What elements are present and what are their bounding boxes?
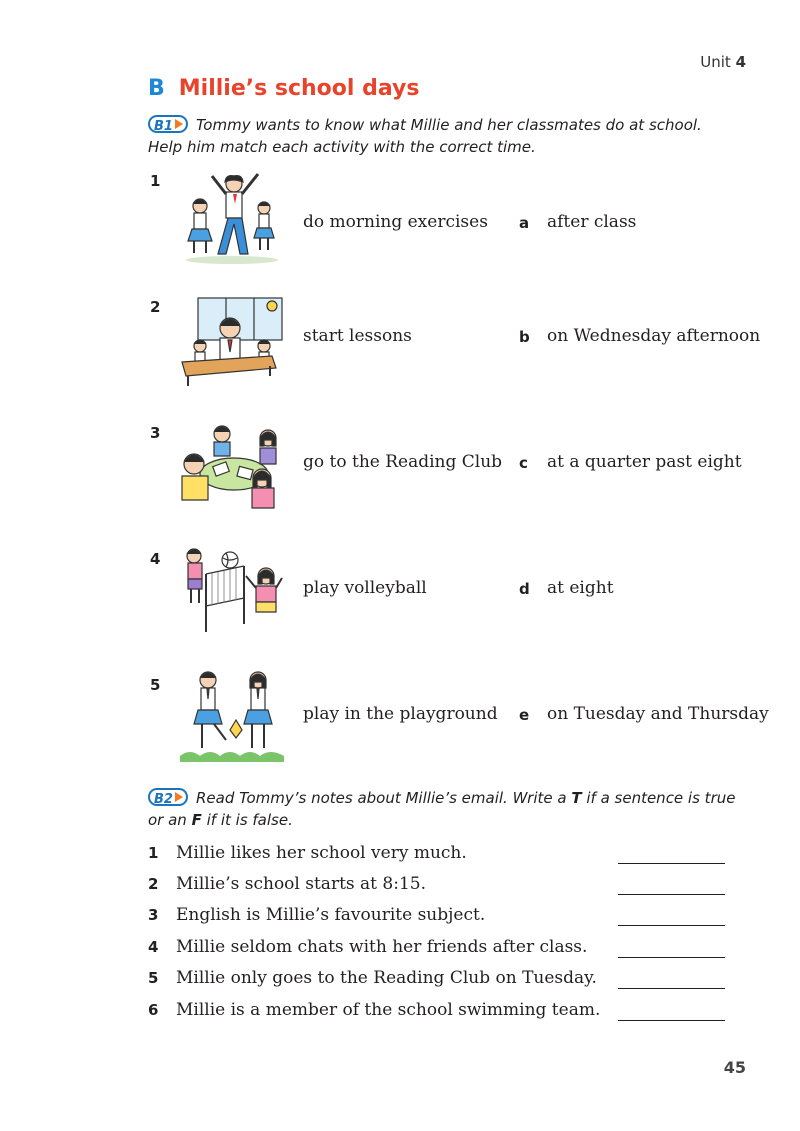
statement-number: 2 (148, 875, 159, 893)
time-text: at eight (547, 578, 614, 598)
statement-5 (148, 968, 748, 992)
item-number: 4 (150, 550, 161, 568)
b2-badge (148, 788, 188, 806)
b2-instruction-part: if a sentence is true or an (148, 789, 736, 829)
statement-text: Millie seldom chats with her friends after class. (176, 937, 588, 957)
playground-illustration (178, 668, 286, 764)
b1-badge (148, 115, 188, 133)
section-title (148, 76, 419, 101)
statement-6 (148, 1000, 748, 1024)
time-text: at a quarter past eight (547, 452, 742, 472)
reading-club-illustration (178, 420, 286, 516)
b2-badge-code: B2 (154, 792, 173, 807)
activity-text: start lessons (303, 326, 412, 346)
statement-1 (148, 843, 748, 867)
answer-blank[interactable] (618, 925, 725, 926)
b2-instruction-part: Read Tommy’s notes about Millie’s email. Write a (196, 789, 572, 807)
activity-text: do morning exercises (303, 212, 488, 232)
activity-text: go to the Reading Club (303, 452, 503, 472)
option-letter: c (519, 454, 528, 472)
option-letter: e (519, 706, 530, 724)
b2-instruction-part: if it is false. (201, 811, 293, 829)
match-row-4 (0, 546, 800, 656)
b1-instruction-text: Tommy wants to know what Millie and her classmates do at school. Help him match each activity with the correct time. (148, 116, 702, 156)
section-title-text: Millie’s school days (178, 76, 420, 101)
false-marker: F (191, 811, 202, 829)
time-text: on Wednesday afternoon (547, 326, 761, 346)
b2-instruction (148, 787, 738, 831)
match-row-5 (0, 672, 800, 782)
unit-label (700, 53, 746, 71)
option-letter: d (519, 580, 530, 598)
statement-number: 3 (148, 906, 159, 924)
play-triangle-icon (175, 792, 183, 802)
answer-blank[interactable] (618, 894, 725, 895)
statement-number: 1 (148, 844, 159, 862)
true-marker: T (571, 789, 582, 807)
statement-number: 4 (148, 938, 159, 956)
statement-text: Millie likes her school very much. (176, 843, 467, 863)
unit-word: Unit (700, 53, 731, 71)
activity-text: play volleyball (303, 578, 427, 598)
answer-blank[interactable] (618, 1020, 725, 1021)
answer-blank[interactable] (618, 957, 725, 958)
morning-exercises-illustration (178, 168, 286, 264)
option-letter: a (519, 214, 530, 232)
section-letter: B (148, 76, 165, 101)
statement-number: 5 (148, 969, 159, 987)
b1-instruction (148, 114, 738, 158)
match-row-3 (0, 420, 800, 530)
match-row-1 (0, 168, 800, 278)
statement-text: English is Millie’s favourite subject. (176, 905, 486, 925)
time-text: after class (547, 212, 637, 232)
statement-2 (148, 874, 748, 898)
statement-number: 6 (148, 1001, 159, 1019)
time-text: on Tuesday and Thursday (547, 704, 769, 724)
answer-blank[interactable] (618, 863, 725, 864)
option-letter: b (519, 328, 530, 346)
page-number: 45 (723, 1058, 746, 1077)
item-number: 2 (150, 298, 161, 316)
match-row-2 (0, 294, 800, 404)
statement-text: Millie is a member of the school swimming team. (176, 1000, 601, 1020)
classroom-lesson-illustration (178, 294, 286, 390)
b1-badge-code: B1 (154, 119, 173, 134)
item-number: 3 (150, 424, 161, 442)
statement-text: Millie’s school starts at 8:15. (176, 874, 426, 894)
item-number: 1 (150, 172, 161, 190)
play-triangle-icon (175, 119, 183, 129)
statement-3 (148, 905, 748, 929)
unit-number: 4 (735, 53, 746, 71)
activity-text: play in the playground (303, 704, 498, 724)
item-number: 5 (150, 676, 161, 694)
answer-blank[interactable] (618, 988, 725, 989)
statement-4 (148, 937, 748, 961)
statement-text: Millie only goes to the Reading Club on Tuesday. (176, 968, 597, 988)
volleyball-illustration (178, 546, 286, 642)
